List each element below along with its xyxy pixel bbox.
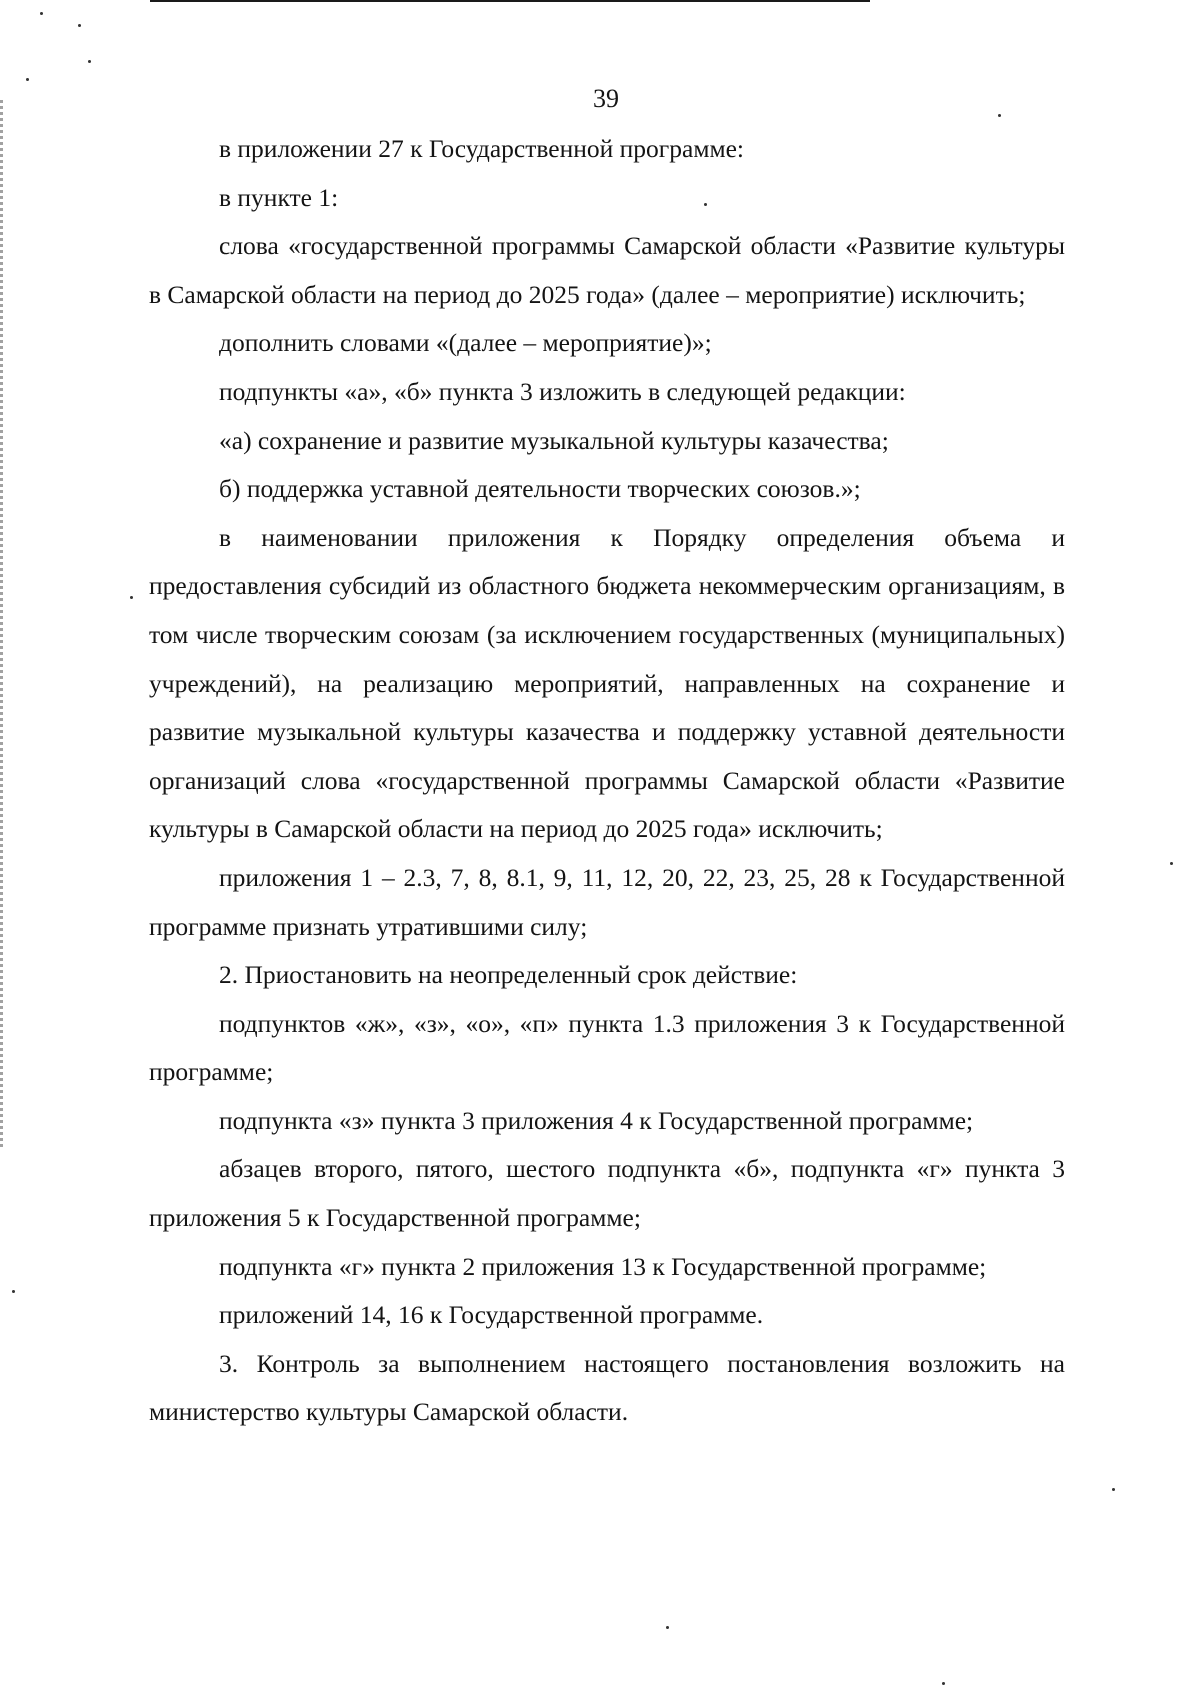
scan-speck xyxy=(40,12,43,15)
paragraph: б) поддержка уставной деятельности творческих союзов.»; xyxy=(219,474,861,504)
scan-speck xyxy=(942,1682,945,1685)
paragraph: в приложении 27 к Государственной программе: xyxy=(219,134,744,163)
paragraph: 3. Контроль за выполнением настоящего постановления возложить на министерство культуры Самарской области. xyxy=(149,1348,1065,1427)
scan-speck xyxy=(1112,1488,1115,1491)
paragraph: приложений 14, 16 к Государственной программе. xyxy=(219,1300,764,1330)
paragraph: абзацев второго, пятого, шестого подпункта «б», подпункта «г» пункта 3 приложения 5 к Государственной программе; xyxy=(149,1154,1065,1233)
top-scan-rule xyxy=(150,0,870,2)
scan-speck xyxy=(12,1290,15,1293)
paragraph: подпункта «г» пункта 2 приложения 13 к Государственной программе; xyxy=(219,1251,987,1281)
paragraph: дополнить словами «(далее – мероприятие)»; xyxy=(219,328,712,358)
scan-speck xyxy=(666,1626,669,1629)
paragraph: в пункте 1: xyxy=(219,182,339,212)
paragraph: подпункта «з» пункта 3 приложения 4 к Государственной программе; xyxy=(219,1105,974,1135)
scan-speck xyxy=(130,596,133,599)
left-scan-edge xyxy=(0,100,3,1150)
scan-speck xyxy=(78,24,81,27)
paragraph: в наименовании приложения к Порядку определения объема и предоставления субсидий из областного бюджета некоммерческим организациям, в том числе творческим союзам (за исключением государственных (муниципальных) учреждений), на реализацию мероприятий, направленных на сохранение и развитие музыкальной культуры казачества и поддержку уставной деятельности организаций слова «государственной программы Самарской области «Развитие культуры в Самарской области на период до 2025 года» исключить; xyxy=(149,522,1065,844)
paragraph: 2. Приостановить на неопределенный срок действие: xyxy=(219,960,798,990)
scan-speck xyxy=(1170,862,1173,865)
paragraph: «а) сохранение и развитие музыкальной культуры казачества; xyxy=(219,425,889,455)
scan-speck xyxy=(998,114,1001,117)
paragraph: слова «государственной программы Самарской области «Развитие культуры в Самарской области на период до 2025 года» (далее – мероприятие) исключить; xyxy=(149,231,1065,309)
paragraph: приложения 1 – 2.3, 7, 8, 8.1, 9, 11, 12, 20, 22, 23, 25, 28 к Государственной программе признать утратившими силу; xyxy=(149,862,1065,941)
paragraph: подпункты «а», «б» пункта 3 изложить в следующей редакции: xyxy=(219,376,906,406)
document-body xyxy=(149,125,1065,1437)
scan-speck xyxy=(88,60,91,63)
paragraph: подпунктов «ж», «з», «о», «п» пункта 1.3 приложения 3 к Государственной программе; xyxy=(149,1008,1065,1087)
scan-speck xyxy=(26,78,29,81)
page-number: 39 xyxy=(593,84,619,113)
